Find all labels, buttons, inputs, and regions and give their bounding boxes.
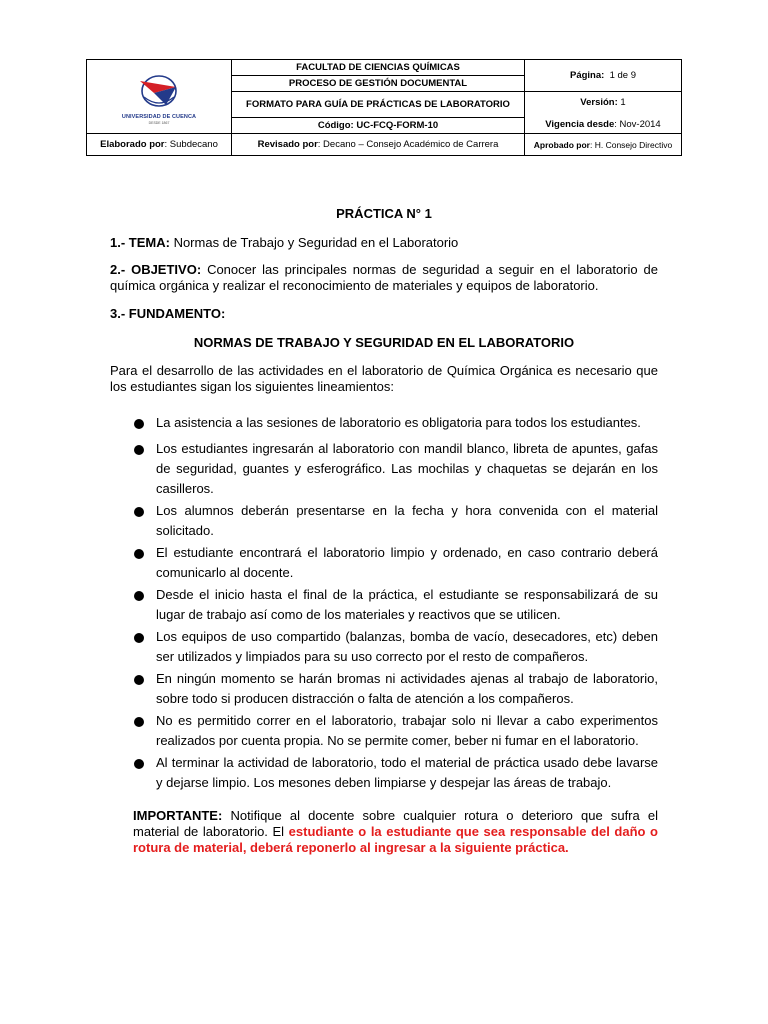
- objetivo-paragraph: [110, 262, 658, 294]
- objetivo-label: 2.- OBJETIVO:: [110, 262, 202, 277]
- process-name: PROCESO DE GESTIÓN DOCUMENTAL: [232, 76, 525, 92]
- format-name: FORMATO PARA GUÍA DE PRÁCTICAS DE LABORATORIO: [232, 92, 525, 118]
- list-item: Los estudiantes ingresarán al laboratorio con mandil blanco, libreta de apuntes, gafas de seguridad, guantes y esferográfico. Las mochilas y chaquetas se dejarán en los casilleros.: [110, 439, 658, 499]
- bullet-icon: [134, 675, 144, 685]
- important-text: Notifique al docente sobre cualquier rotura o deterioro que sufra el material de laboratorio. El: [133, 808, 658, 839]
- approved-label: Aprobado por: [533, 139, 590, 150]
- list-item: Al terminar la actividad de laboratorio, todo el material de práctica usado debe lavarse y dejarse limpio. Los mesones deben limpiarse y despejar las áreas de trabajo.: [110, 753, 658, 793]
- bullet-icon: [134, 507, 144, 517]
- rules-list: [110, 413, 658, 795]
- version-label: Versión:: [580, 96, 618, 108]
- logo-subtitle: DESDE 1867: [148, 120, 170, 125]
- version-validity-cell: [525, 92, 682, 134]
- intro-paragraph: Para el desarrollo de las actividades en el laboratorio de Química Orgánica es necesario que los estudiantes sigan los siguientes lineamientos:: [110, 363, 658, 394]
- tema-paragraph: [110, 235, 658, 251]
- version-value: 1: [620, 96, 626, 108]
- page-label: Página:: [569, 70, 605, 81]
- tema-text: Normas de Trabajo y Seguridad en el Laboratorio: [169, 235, 459, 250]
- list-item: Desde el inicio hasta el final de la práctica, el estudiante se responsabilizará de su lugar de trabajo así como de los materiales y reactivos que se utilicen.: [110, 585, 658, 625]
- section-heading: NORMAS DE TRABAJO Y SEGURIDAD EN EL LABORATORIO: [193, 335, 575, 350]
- validity-label: Vigencia desde: [545, 118, 615, 130]
- reviewed-by-cell: [232, 134, 525, 156]
- objetivo-text: Conocer las principales normas de seguridad a seguir en el laboratorio de química orgánica y realizar el reconocimiento de materiales y equipos de laboratorio.: [110, 262, 658, 293]
- bullet-icon: [134, 633, 144, 643]
- bullet-icon: [134, 591, 144, 601]
- important-warning: estudiante o la estudiante que sea responsable del daño o rotura de material, deberá reponerlo al ingresar a la siguiente práctica.: [133, 824, 658, 855]
- logo-university-name: UNIVERSIDAD DE CUENCA: [121, 113, 197, 120]
- validity-value: : Nov-2014: [614, 118, 661, 130]
- list-item: La asistencia a las sesiones de laboratorio es obligatoria para todos los estudiantes.: [110, 413, 658, 433]
- document-header-table: [86, 59, 682, 156]
- bullet-icon: [134, 759, 144, 769]
- approved-by-cell: [525, 134, 682, 156]
- important-note: [133, 808, 658, 856]
- bullet-icon: [134, 419, 144, 429]
- list-item: El estudiante encontrará el laboratorio limpio y ordenado, en caso contrario deberá comunicarlo al docente.: [110, 543, 658, 583]
- reviewed-label: Revisado por: [257, 139, 318, 150]
- list-item: En ningún momento se harán bromas ni actividades ajenas al trabajo de laboratorio, sobre todo si producen distracción o falta de atención a los compañeros.: [110, 669, 658, 709]
- fundamento-paragraph: [110, 306, 658, 322]
- page-value: 1 de 9: [609, 70, 636, 81]
- important-label: IMPORTANTE:: [133, 808, 223, 823]
- list-item: Los alumnos deberán presentarse en la fecha y hora convenida con el material solicitado.: [110, 501, 658, 541]
- reviewed-value: : Decano – Consejo Académico de Carrera: [317, 139, 499, 150]
- page-number-cell: [525, 60, 682, 92]
- tema-label: 1.- TEMA:: [110, 235, 170, 250]
- practice-title: PRÁCTICA N° 1: [336, 206, 432, 221]
- prepared-by-cell: [87, 134, 232, 156]
- prepared-value: : Subdecano: [164, 139, 218, 150]
- form-code: Código: UC-FCQ-FORM-10: [232, 118, 525, 134]
- list-item: Los equipos de uso compartido (balanzas, bomba de vacío, desecadores, etc) deben ser utilizados y limpiados para su uso correcto por el resto de compañeros.: [110, 627, 658, 667]
- university-logo: [114, 67, 204, 127]
- bullet-icon: [134, 549, 144, 559]
- university-emblem-icon: [114, 67, 204, 117]
- prepared-label: Elaborado por: [100, 139, 165, 150]
- approved-value: : H. Consejo Directivo: [590, 139, 673, 150]
- bullet-icon: [134, 717, 144, 727]
- bullet-icon: [134, 445, 144, 455]
- fundamento-label: 3.- FUNDAMENTO:: [110, 306, 226, 321]
- faculty-name: FACULTAD DE CIENCIAS QUÍMICAS: [232, 60, 525, 76]
- list-item: No es permitido correr en el laboratorio, trabajar solo ni llevar a cabo experimentos realizados por cuenta propia. No se permite comer, beber ni fumar en el laboratorio.: [110, 711, 658, 751]
- logo-cell: [87, 60, 232, 134]
